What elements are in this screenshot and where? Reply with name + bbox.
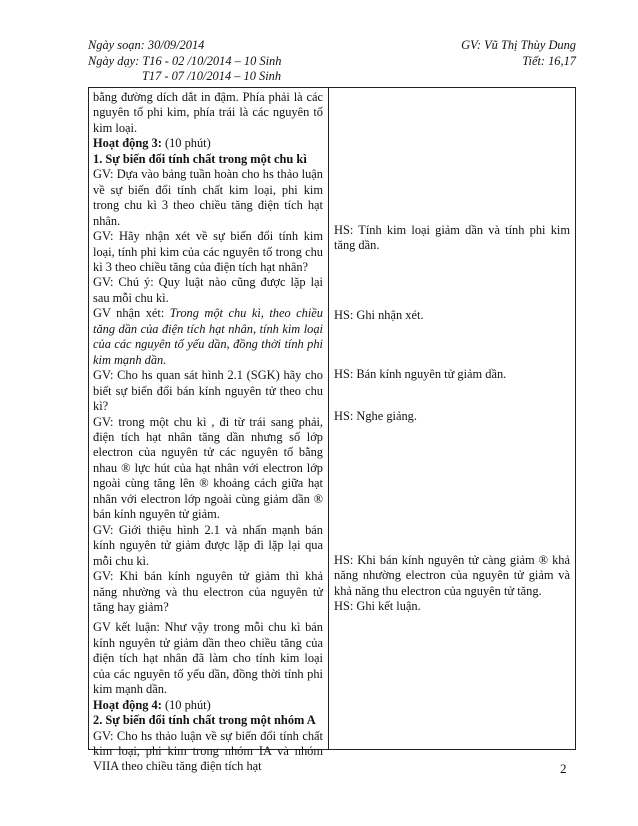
paragraph-discussion-period: GV: Dựa vào bảng tuần hoàn cho hs thảo luận về sự biến đổi tính chất kim loại, phi kim trong chu kì 3 theo chiều tăng điện tích hạt nhân. bbox=[93, 167, 323, 228]
activity-4-heading bbox=[93, 698, 323, 713]
remark-italic: Trong một chu kì, theo chiều tăng dần của điện tích hạt nhân, tính kim loại của các nguyên tố yếu dần, đồng thời tính phi kim mạnh dần. bbox=[93, 306, 323, 367]
paragraph-electron-question: GV: Khi bán kính nguyên tử giảm thì khả năng nhường và thu electron của nguyên tử tăng hay giảm? bbox=[93, 569, 323, 614]
activity-3-label: Hoạt động 3: bbox=[93, 136, 162, 151]
paragraph-question-period: GV: Hãy nhận xét về sự biến đổi tính kim loại, tính phi kim của các nguyên tố trong chu kì 3 theo chiều tăng của điện tích hạt nhân? bbox=[93, 229, 323, 274]
lesson-table bbox=[88, 87, 576, 774]
paragraph-teacher-remark bbox=[93, 306, 323, 368]
paragraph-figure-question: GV: Cho hs quan sát hình 2.1 (SGK) hãy cho biết sự biến đổi bán kính nguyên tử theo chu kì? bbox=[93, 368, 323, 414]
paragraph-intro: bằng đường dích dắt in đậm. Phía phải là các nguyên tố phi kim, phía trái là các nguyên tố kim loại. bbox=[93, 90, 323, 135]
page-number: 2 bbox=[560, 761, 567, 776]
answer-electron-ability: HS: Khi bán kính nguyên tử càng giảm ® khả năng nhường electron của nguyên tử giảm và khả năng thu electron của nguyên tử tăng. bbox=[334, 553, 570, 598]
answer-record-conclusion: HS: Ghi kết luận. bbox=[334, 599, 421, 613]
answer-listen: HS: Nghe giảng. bbox=[334, 409, 417, 423]
activity-3-time: (10 phút) bbox=[161, 136, 211, 151]
teacher-name: GV: Vũ Thị Thùy Dung bbox=[461, 38, 576, 52]
date-taught-2: T17 - 07 /10/2014 – 10 Sinh bbox=[142, 69, 282, 83]
section-1-title: 1. Sự biến đổi tính chất trong một chu kì bbox=[93, 151, 307, 166]
activity-4-label: Hoạt động 4: bbox=[93, 697, 162, 712]
paragraph-discussion-group: GV: Cho hs thảo luận về sự biến đổi tính chất kim loại, phi kim trong nhóm IA và nhóm VIIA theo chiều tăng điện tích hạt bbox=[93, 728, 323, 774]
remark-prefix: GV nhận xét: bbox=[93, 306, 170, 321]
date-prepared: Ngày soạn: 30/09/2014 bbox=[88, 38, 205, 52]
paragraph-note: GV: Chú ý: Quy luật nào cũng được lặp lại sau mỗi chu kì. bbox=[93, 275, 323, 305]
paragraph-conclusion: GV kết luận: Như vậy trong mỗi chu kì bán kính nguyên tử giảm dần theo chiều tăng của điện tích hạt nhân đã làm cho tính kim loại của các nguyên tố yếu dần, đồng thời tính phi kim mạnh dần. bbox=[93, 620, 323, 697]
lesson-periods: Tiết: 16,17 bbox=[522, 53, 576, 68]
teacher-column bbox=[93, 90, 323, 775]
paragraph-radius-explanation: GV: trong một chu kì , đi từ trái sang phải, điện tích hạt nhân tăng dần nhưng số lớp electron của nguyên tử các nguyên tố bằng nhau ® lực hút của hạt nhân với electron lớp ngoài cùng tăng lên ® khoảng cách giữa hạt nhân với electron lớp ngoài cùng giảm dần ® bán kính nguyên tử giảm. bbox=[93, 414, 323, 522]
activity-4-time: (10 phút) bbox=[161, 697, 211, 712]
activity-3-heading bbox=[93, 136, 323, 151]
answer-note-remark: HS: Ghi nhận xét. bbox=[334, 308, 424, 322]
header-left bbox=[88, 38, 281, 85]
answer-metal-trend: HS: Tính kim loại giảm dần và tính phi kim tăng dần. bbox=[334, 223, 570, 253]
answer-radius-trend: HS: Bán kính nguyên tử giảm dần. bbox=[334, 367, 507, 381]
section-2-title: 2. Sự biến đổi tính chất trong một nhóm A bbox=[93, 713, 316, 728]
date-taught-1: Ngày dạy: T16 - 02 /10/2014 – 10 Sinh bbox=[88, 53, 282, 68]
header-right bbox=[461, 38, 576, 69]
column-divider bbox=[328, 88, 329, 749]
paragraph-figure-intro: GV: Giới thiệu hình 2.1 và nhấn mạnh bán kính nguyên tử giảm được lặp đi lặp lại qua mỗi chu kì. bbox=[93, 522, 323, 568]
